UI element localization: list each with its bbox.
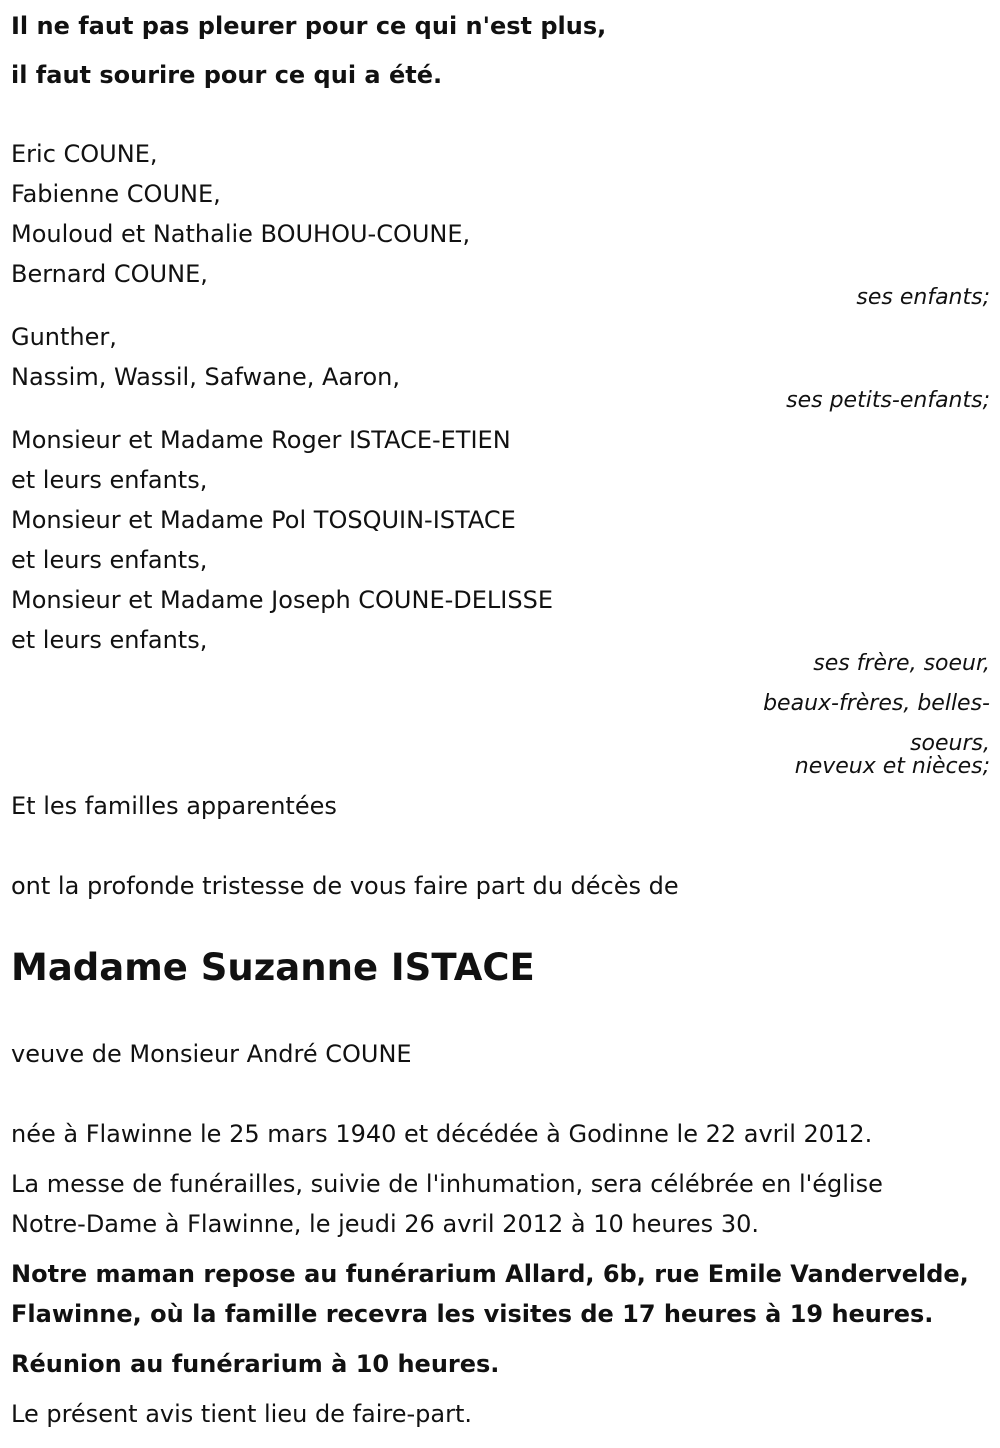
born-died-line: née à Flawinne le 25 mars 1940 et décédée à Godinne le 22 avril 2012. — [11, 1120, 873, 1148]
deceased-name: Madame Suzanne ISTACE — [11, 946, 535, 989]
grandchildren-relation: ses petits-enfants; — [786, 388, 990, 413]
funerarium-line: Flawinne, où la famille recevra les visites de 17 heures à 19 heures. — [11, 1300, 934, 1328]
child-name: Bernard COUNE, — [11, 260, 208, 288]
widow-of-line: veuve de Monsieur André COUNE — [11, 1040, 412, 1068]
families-line: Et les familles apparentées — [11, 792, 337, 820]
child-name: Fabienne COUNE, — [11, 180, 221, 208]
funeral-line: Notre-Dame à Flawinne, le jeudi 26 avril 2012 à 10 heures 30. — [11, 1210, 759, 1238]
motto-line-1: Il ne faut pas pleurer pour ce qui n'est plus, — [11, 12, 607, 40]
child-name: Eric COUNE, — [11, 140, 158, 168]
meeting-line: Réunion au funérarium à 10 heures. — [11, 1350, 500, 1378]
funerarium-line: Notre maman repose au funérarium Allard, 6b, rue Emile Vandervelde, — [11, 1260, 969, 1288]
sibling-line: et leurs enfants, — [11, 626, 208, 654]
funeral-line: La messe de funérailles, suivie de l'inhumation, sera célébrée en l'église — [11, 1170, 883, 1198]
child-name: Mouloud et Nathalie BOUHOU-COUNE, — [11, 220, 471, 248]
siblings-relation: beaux-frères, belles- — [763, 691, 990, 716]
siblings-relation: soeurs, — [910, 731, 990, 756]
grandchild-name: Gunther, — [11, 323, 117, 351]
sibling-line: Monsieur et Madame Pol TOSQUIN-ISTACE — [11, 506, 516, 534]
siblings-relation: ses frère, soeur, — [813, 651, 990, 676]
sibling-line: et leurs enfants, — [11, 546, 208, 574]
sibling-line: Monsieur et Madame Joseph COUNE-DELISSE — [11, 586, 554, 614]
grandchild-name: Nassim, Wassil, Safwane, Aaron, — [11, 363, 401, 391]
motto-line-2: il faut sourire pour ce qui a été. — [11, 61, 443, 89]
siblings-relation: neveux et nièces; — [794, 754, 990, 779]
notice-line: Le présent avis tient lieu de faire-part. — [11, 1400, 473, 1428]
children-relation: ses enfants; — [856, 285, 990, 310]
sibling-line: et leurs enfants, — [11, 466, 208, 494]
announcement-line: ont la profonde tristesse de vous faire part du décès de — [11, 872, 679, 900]
sibling-line: Monsieur et Madame Roger ISTACE-ETIEN — [11, 426, 511, 454]
